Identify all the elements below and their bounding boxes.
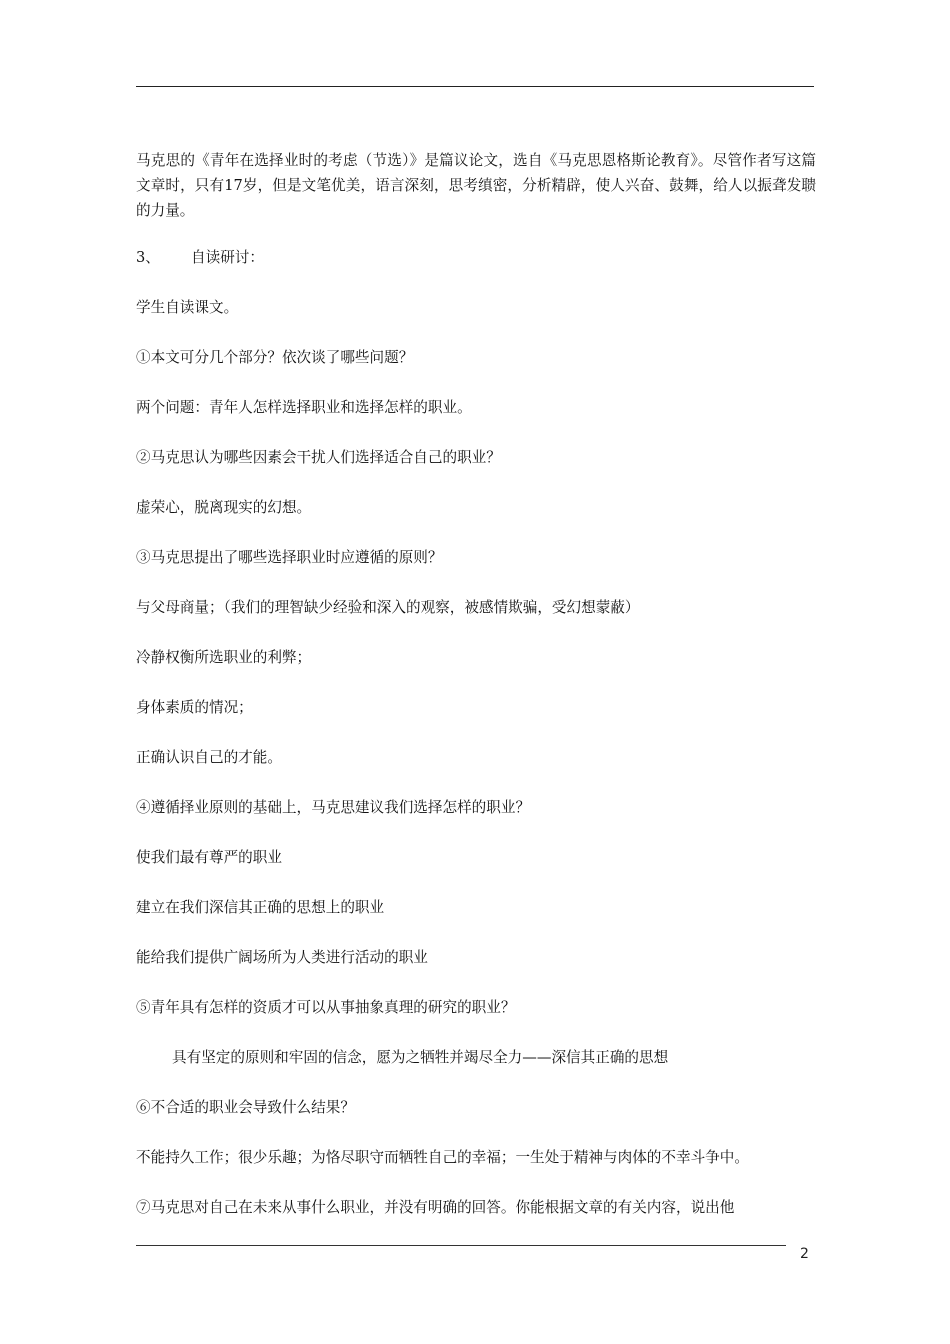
answer-3-line: 正确认识自己的才能。 — [136, 749, 282, 766]
answer-3-line: 与父母商量；（我们的理智缺少经验和深入的观察，被感情欺骗，受幻想蒙蔽） — [136, 599, 640, 616]
answer-5: 具有坚定的原则和牢固的信念，愿为之牺牲并竭尽全力——深信其正确的思想 — [172, 1049, 669, 1066]
question-4: ④遵循择业原则的基础上，马克思建议我们选择怎样的职业？ — [136, 799, 531, 816]
answer-4-line: 能给我们提供广阔场所为人类进行活动的职业 — [136, 949, 428, 966]
text-line: 学生自读课文。 — [136, 299, 239, 316]
answer-1: 两个问题：青年人怎样选择职业和选择怎样的职业。 — [136, 399, 472, 416]
answer-4-line: 使我们最有尊严的职业 — [136, 849, 282, 866]
section-heading — [136, 247, 816, 297]
section-number: 3、 — [136, 249, 160, 266]
question-1: ①本文可分几个部分？依次谈了哪些问题？ — [136, 349, 414, 366]
question-3: ③马克思提出了哪些选择职业时应遵循的原则？ — [136, 549, 443, 566]
intro-paragraph: 马克思的《青年在选择业时的考虑（节选）》是篇议论文，选自《马克思恩格斯论教育》。尽管作者写这篇文章时，只有17岁，但是文笔优美，语言深刻，思考缜密，分析精辟，使人兴奋、鼓舞，给人以振聋发聩的力量。 — [136, 152, 816, 219]
page-number: 2 — [800, 1246, 809, 1262]
question-7: ⑦马克思对自己在未来从事什么职业，并没有明确的回答。你能根据文章的有关内容，说出他 — [136, 1199, 735, 1216]
footer-rule — [136, 1245, 786, 1246]
question-6: ⑥不合适的职业会导致什么结果？ — [136, 1099, 355, 1116]
answer-4-line: 建立在我们深信其正确的思想上的职业 — [136, 899, 385, 916]
document-body — [136, 148, 816, 1247]
answer-2: 虚荣心，脱离现实的幻想。 — [136, 499, 312, 516]
answer-6: 不能持久工作；很少乐趣；为恪尽职守而牺牲自己的幸福；一生处于精神与肉体的不幸斗争中。 — [136, 1149, 749, 1166]
question-2: ②马克思认为哪些因素会干扰人们选择适合自己的职业？ — [136, 449, 501, 466]
question-5: ⑤青年具有怎样的资质才可以从事抽象真理的研究的职业？ — [136, 999, 516, 1016]
answer-3-line: 身体素质的情况； — [136, 699, 253, 716]
section-title: 自读研讨： — [191, 249, 264, 266]
answer-3-line: 冷静权衡所选职业的利弊； — [136, 649, 312, 666]
header-rule — [136, 86, 814, 87]
